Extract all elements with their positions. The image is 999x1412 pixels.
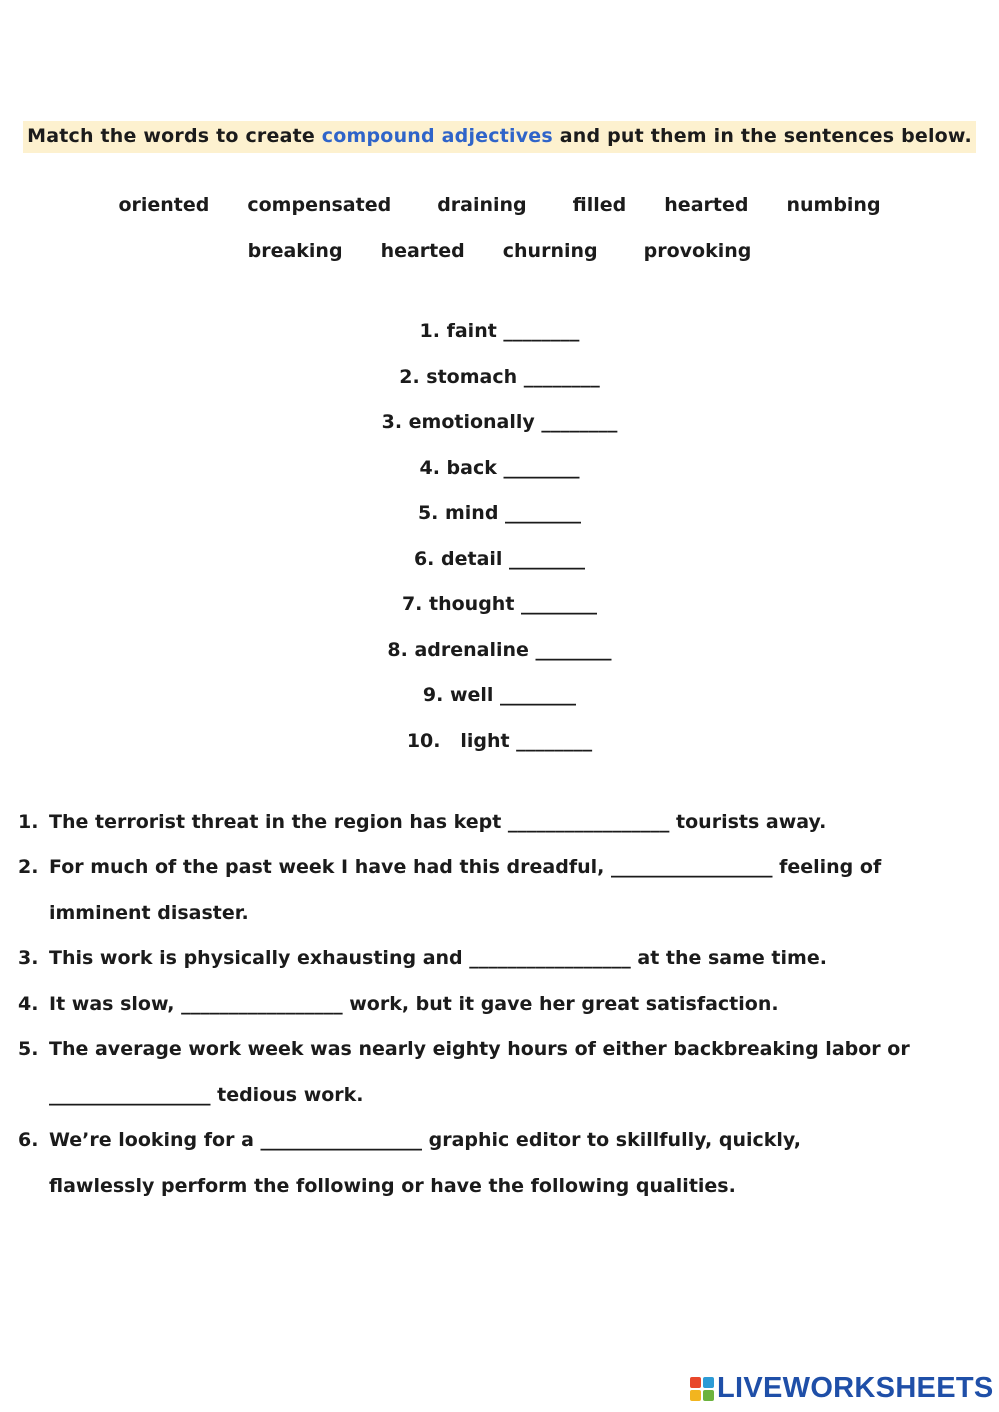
sentence-number: 2. bbox=[18, 856, 39, 878]
word-bank-item: oriented bbox=[118, 194, 210, 216]
word-bank-row-1 bbox=[0, 194, 999, 216]
matching-item-8: 8. adrenaline ________ bbox=[387, 639, 612, 661]
word-bank-item: numbing bbox=[786, 194, 881, 216]
sentence-number: 5. bbox=[18, 1038, 39, 1060]
instruction-title bbox=[23, 121, 976, 153]
sentence-5-continued: _________________ tedious work. bbox=[49, 1084, 364, 1106]
sentence-2 bbox=[18, 856, 881, 878]
word-bank-item: hearted bbox=[380, 240, 465, 262]
sentence-number: 6. bbox=[18, 1129, 39, 1151]
sentence-text: It was slow, _________________ work, but it gave her great satisfaction. bbox=[49, 993, 779, 1015]
sentence-5 bbox=[18, 1038, 910, 1060]
sentence-2-continued: imminent disaster. bbox=[49, 902, 249, 924]
word-bank-item: churning bbox=[502, 240, 598, 262]
logo-grid-icon bbox=[690, 1377, 714, 1401]
sentence-number: 1. bbox=[18, 811, 39, 833]
sentence-4 bbox=[18, 993, 779, 1015]
sentence-text: For much of the past week I have had this dreadful, _________________ feeling of bbox=[49, 856, 882, 878]
word-bank-item: filled bbox=[572, 194, 627, 216]
instruction-text-after: and put them in the sentences below. bbox=[552, 125, 972, 147]
matching-item-4: 4. back ________ bbox=[419, 457, 580, 479]
matching-item-10: 10. light ________ bbox=[406, 730, 593, 752]
liveworksheets-logo bbox=[690, 1372, 994, 1405]
instruction-highlight: compound adjectives bbox=[321, 125, 553, 147]
word-bank-item: hearted bbox=[664, 194, 749, 216]
logo-text: LIVEWORKSHEETS bbox=[717, 1372, 994, 1404]
word-bank-item: compensated bbox=[247, 194, 392, 216]
word-bank-row-2 bbox=[0, 240, 999, 262]
word-bank-item: provoking bbox=[643, 240, 752, 262]
instruction-banner bbox=[0, 121, 999, 153]
matching-item-9: 9. well ________ bbox=[422, 684, 577, 706]
sentence-number: 4. bbox=[18, 993, 39, 1015]
matching-item-5: 5. mind ________ bbox=[417, 502, 582, 524]
sentence-3 bbox=[18, 947, 827, 969]
matching-item-3: 3. emotionally ________ bbox=[381, 411, 618, 433]
sentence-text: This work is physically exhausting and _________________ at the same time. bbox=[49, 947, 827, 969]
sentence-1 bbox=[18, 811, 826, 833]
matching-item-7: 7. thought ________ bbox=[401, 593, 598, 615]
sentence-6 bbox=[18, 1129, 801, 1151]
word-bank-item: draining bbox=[437, 194, 527, 216]
instruction-text-before: Match the words to create bbox=[27, 125, 322, 147]
word-bank-item: breaking bbox=[247, 240, 343, 262]
matching-item-2: 2. stomach ________ bbox=[399, 366, 600, 388]
sentence-number: 3. bbox=[18, 947, 39, 969]
matching-item-6: 6. detail ________ bbox=[413, 548, 586, 570]
sentence-text: The terrorist threat in the region has kept _________________ tourists away. bbox=[49, 811, 827, 833]
sentence-6-continued: flawlessly perform the following or have the following qualities. bbox=[49, 1175, 736, 1197]
sentence-text: The average work week was nearly eighty hours of either backbreaking labor or bbox=[49, 1038, 910, 1060]
sentence-text: We’re looking for a _________________ graphic editor to skillfully, quickly, bbox=[49, 1129, 802, 1151]
matching-item-1: 1. faint ________ bbox=[419, 320, 580, 342]
